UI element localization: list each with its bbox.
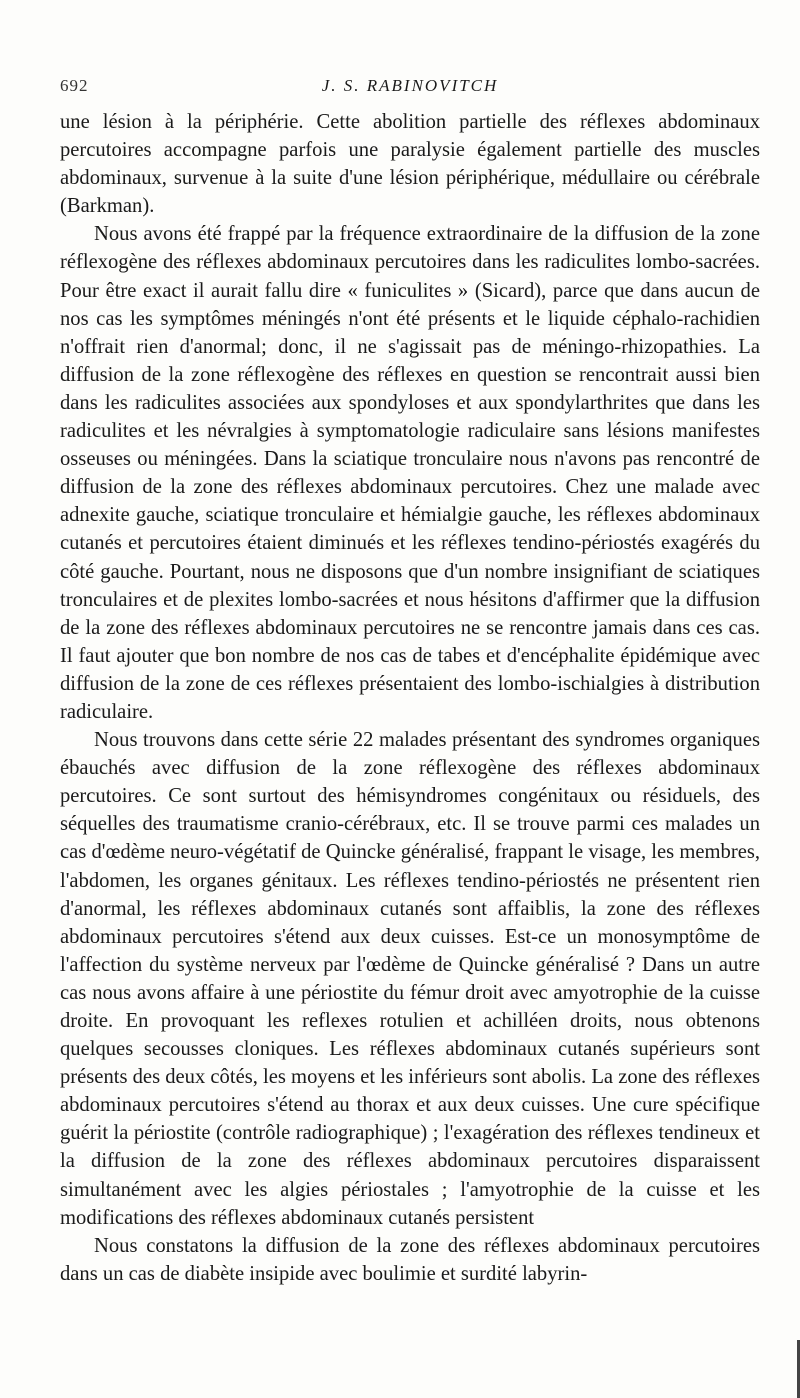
body-text [60, 108, 760, 1288]
paragraph-continuation: une lésion à la périphérie. Cette abolition partielle des réflexes abdominaux percutoires accompagne parfois une paralysie également partielle des muscles abdominaux, survenue à la suite d'une lésion périphérique, médullaire ou cérébrale (Barkman). [60, 111, 760, 218]
running-head-author: J. S. RABINOVITCH [321, 76, 499, 95]
paragraph-syndromes: Nous trouvons dans cette série 22 malades présentant des syndromes organiques ébauchés avec diffusion de la zone réflexogène des réflexes abdominaux percutoires. Ce sont surtout des hémisyndromes congénitaux ou résiduels, des séquelles des traumatisme cranio-cérébraux, etc. Il se trouve parmi ces malades un cas d'œdème neuro-végétatif de Quincke généralisé, frappant le visage, les membres, l'abdomen, les organes génitaux. Les réflexes tendino-périostés ne présentent rien d'anormal, les réflexes abdominaux cutanés sont affaiblis, la zone des réflexes abdominaux percutoires s'étend aux deux cuisses. Est-ce un monosymptôme de l'affection du système nerveux par l'œdème de Quincke généralisé ? Dans un autre cas nous avons affaire à une périostite du fémur droit avec amyotrophie de la cuisse droite. En provoquant les reflexes rotulien et achilléen droits, nous obtenons quelques secousses cloniques. Les réflexes abdominaux cutanés supérieurs sont présents des deux côtés, les moyens et les inférieurs sont abolis. La zone des réflexes abdominaux percutoires s'étend au thorax et aux deux cuisses. Une cure spécifique guérit la périostite (contrôle radiographique) ; l'exagération des réflexes tendineux et la diffusion de la zone des réflexes abdominaux percutoires disparaissent simultanément avec les algies périostales ; l'amyotrophie de la cuisse et les modifications des réflexes abdominaux cutanés persistent [60, 729, 760, 1229]
paragraph-radiculites: Nous avons été frappé par la fréquence extraordinaire de la diffusion de la zone réflexogène des réflexes abdominaux percutoires dans les radiculites lombo-sacrées. Pour être exact il aurait fallu dire « funiculites » (Sicard), parce que dans aucun de nos cas les symptômes méningés n'ont été présents et le liquide céphalo-rachidien n'offrait rien d'anormal; donc, il ne s'agissait pas de méningo-rhizopathies. La diffusion de la zone réflexogène des réflexes en question se rencontrait aussi bien dans les radiculites associées aux spondyloses et aux spondylarthrites que dans les radiculites et les névralgies à symptomatologie radiculaire sans lésions manifestes osseuses ou méningées. Dans la sciatique tronculaire nous n'avons pas rencontré de diffusion de la zone des réflexes abdominaux percutoires. Chez une malade avec adnexite gauche, sciatique tronculaire et hémialgie gauche, les réflexes abdominaux cutanés et percutoires étaient diminués et les réflexes tendino-périostés exagérés du côté gauche. Pourtant, nous ne disposons que d'un nombre insignifiant de sciatiques tronculaires et de plexites lombo-sacrées et nous hésitons d'affirmer que la diffusion de la zone des réflexes abdominaux percutoires ne se rencontre jamais dans ces cas. Il faut ajouter que bon nombre de nos cas de tabes et d'encéphalite épidémique avec diffusion de la zone de ces réflexes présentaient des lombo-ischialgies à distribution radiculaire. [60, 223, 760, 723]
paragraph-diabete: Nous constatons la diffusion de la zone des réflexes abdominaux percutoires dans un cas de diabète insipide avec boulimie et surdité labyrin- [60, 1234, 760, 1285]
running-head [60, 76, 760, 100]
page-number: 692 [60, 76, 89, 95]
